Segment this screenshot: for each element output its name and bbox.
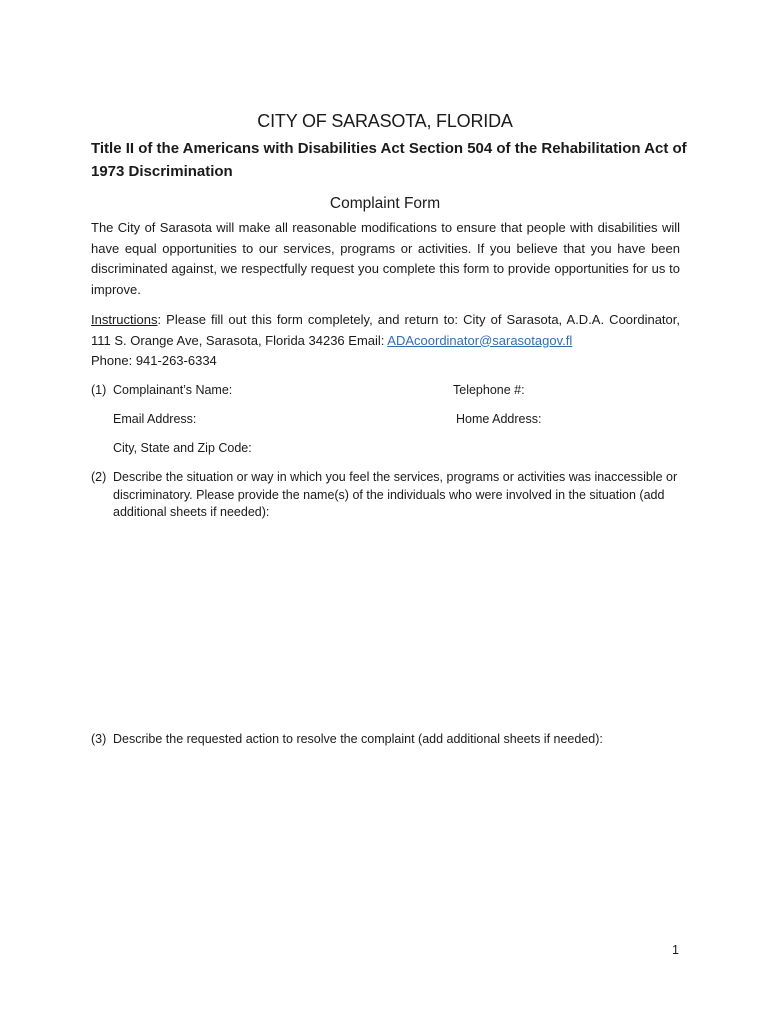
email-address-label: Email Address: — [113, 412, 197, 426]
page-number: 1 — [672, 943, 679, 957]
instructions-paragraph — [91, 310, 680, 372]
coordinator-email-link[interactable]: ADAcoordinator@sarasotagov.fl — [387, 332, 573, 348]
section-3-prompt: Describe the requested action to resolve the complaint (add additional sheets if needed): — [113, 732, 603, 746]
section-2-number: (2) — [91, 470, 107, 484]
telephone-label: Telephone #: — [453, 383, 525, 397]
home-address-label: Home Address: — [456, 412, 542, 426]
instructions-text: : Please fill out this form completely, and return to: City of Sarasota, A.D.A. Coordinator, 111 S. Orange Ave, Sarasota, Florida 34236 Email: — [91, 312, 680, 348]
phone-number: Phone: 941-263-6334 — [91, 353, 217, 368]
form-subtitle: Title II of the Americans with Disabilities Act Section 504 of the Rehabilitation Act of 1973 Discrimination — [91, 140, 687, 180]
city-state-zip-label: City, State and Zip Code: — [113, 441, 252, 455]
instructions-label: Instructions — [91, 312, 158, 327]
form-title: Complaint Form — [329, 195, 441, 212]
intro-paragraph: The City of Sarasota will make all reasonable modifications to ensure that people with disabilities will have equal opportunities to our services, programs or activities. If you believe that you have been discriminated against, we respectfully request you complete this form to provide opportunities for us to improve. — [91, 220, 680, 297]
section-1-number: (1) — [91, 383, 107, 397]
section-3-number: (3) — [91, 732, 107, 746]
city-title: CITY OF SARASOTA, FLORIDA — [257, 111, 513, 131]
section-2-prompt: Describe the situation or way in which you feel the services, programs or activities was inaccessible or discriminatory. Please provide the name(s) of the individuals who were involved in the situation (add additional sheets if needed): — [113, 470, 678, 519]
complainant-name-label: Complainant’s Name: — [113, 383, 233, 397]
